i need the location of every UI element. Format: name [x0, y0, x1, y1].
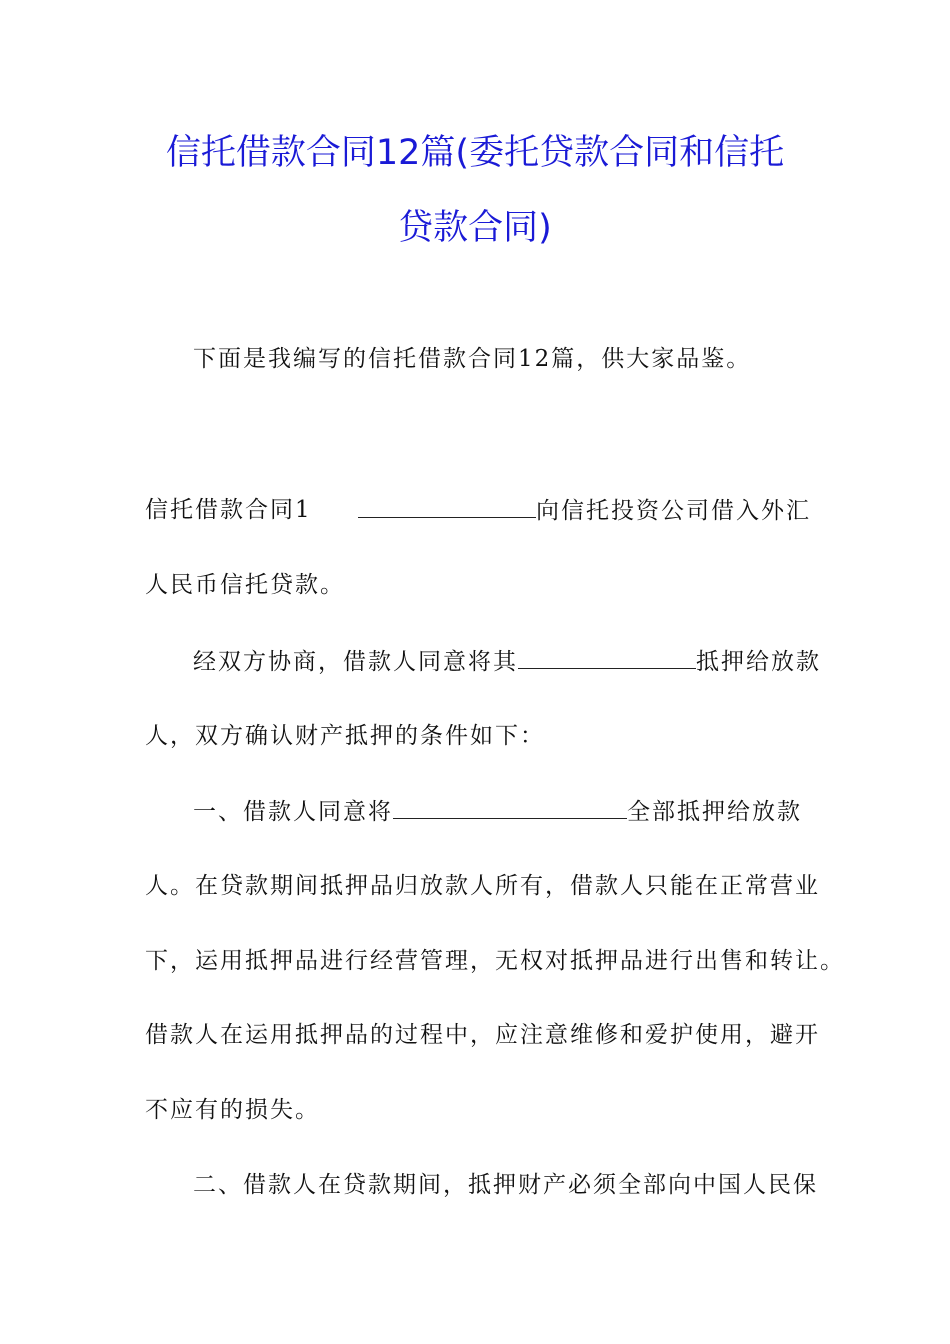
paragraph-1-text: 向信托投资公司借入外汇 — [536, 498, 811, 524]
paragraph-1-line-2: 人民币信托贷款。 — [145, 572, 345, 598]
paragraph-3-line-1 — [193, 796, 802, 827]
paragraph-2-line-1 — [193, 646, 821, 677]
fill-in-blank-collateral — [518, 646, 696, 669]
paragraph-3-line-2: 人。在贷款期间抵押品归放款人所有，借款人只能在正常营业 — [145, 873, 820, 899]
paragraph-3-line-4: 借款人在运用抵押品的过程中，应注意维修和爱护使用，避开 — [145, 1022, 820, 1048]
paragraph-4-line-1: 二、借款人在贷款期间，抵押财产必须全部向中国人民保 — [193, 1172, 818, 1198]
paragraph-3-text-before: 一、借款人同意将 — [193, 799, 393, 825]
paragraph-2-text-before: 经双方协商，借款人同意将其 — [193, 649, 518, 675]
paragraph-3-text-after: 全部抵押给放款 — [627, 799, 802, 825]
paragraph-2-text-after: 抵押给放款 — [696, 649, 821, 675]
document-title-line-1: 信托借款合同12篇(委托贷款合同和信托 — [165, 133, 785, 173]
paragraph-3-line-3: 下，运用抵押品进行经营管理，无权对抵押品进行出售和转让。 — [145, 948, 845, 974]
paragraph-1-line-1 — [358, 495, 811, 526]
contract-heading: 信托借款合同1 — [145, 497, 312, 523]
fill-in-blank-borrower — [358, 495, 536, 518]
paragraph-2-line-2: 人，双方确认财产抵押的条件如下： — [145, 723, 545, 749]
fill-in-blank-collateral-all — [393, 796, 627, 819]
intro-paragraph: 下面是我编写的信托借款合同12篇，供大家品鉴。 — [193, 346, 752, 372]
paragraph-3-line-5: 不应有的损失。 — [145, 1097, 320, 1123]
document-title-line-2: 贷款合同) — [398, 208, 552, 248]
